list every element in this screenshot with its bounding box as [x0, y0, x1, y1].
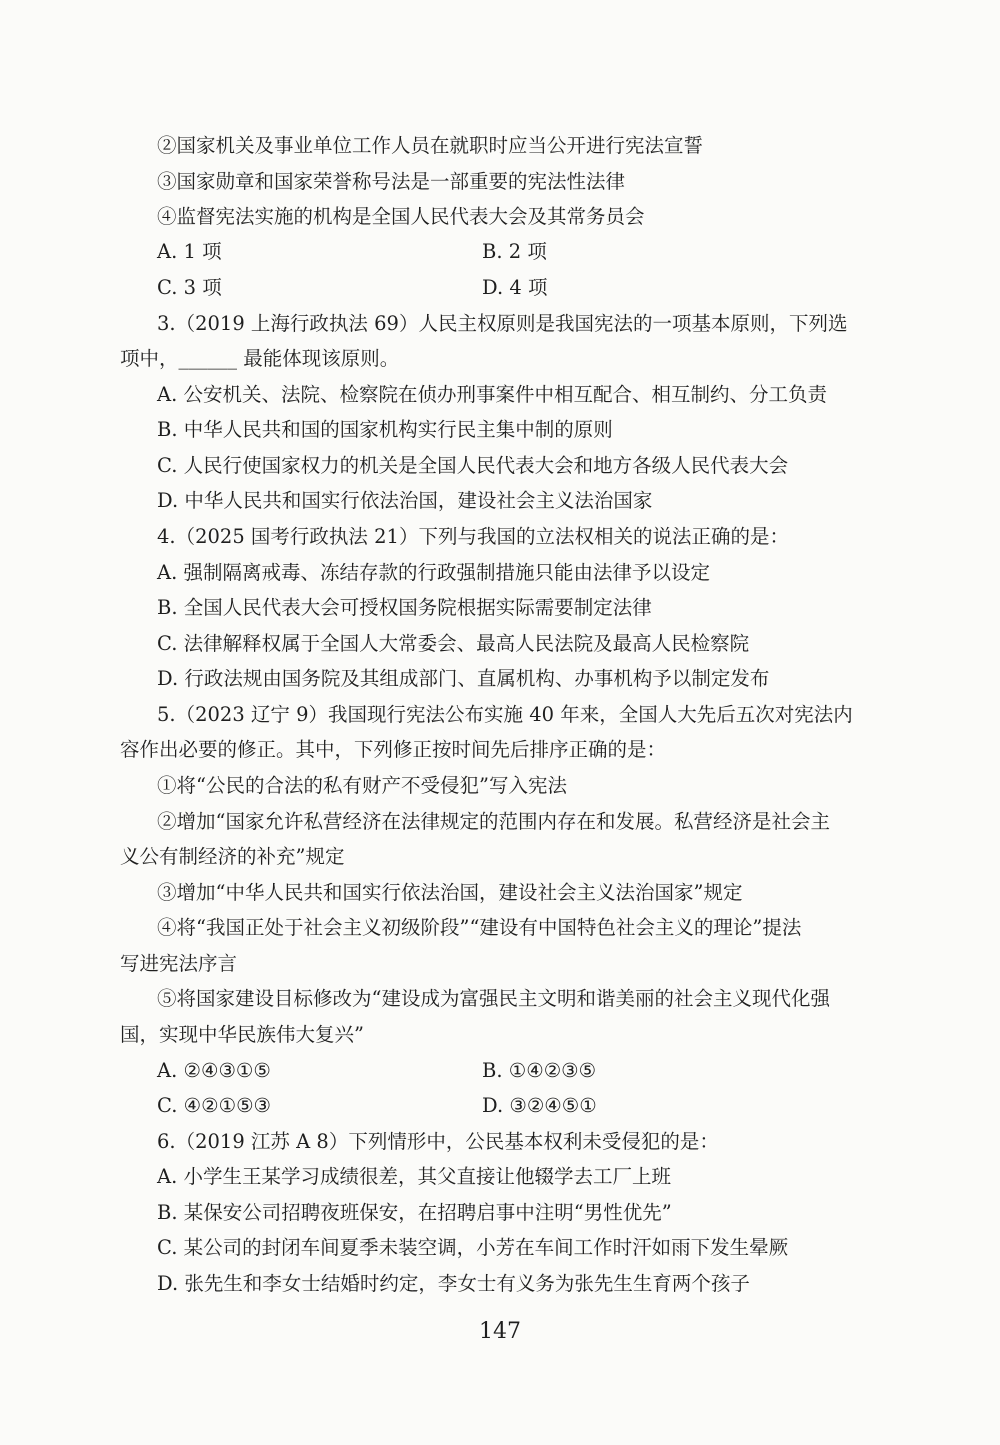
q5-item-2-line1: ②增加“国家允许私营经济在法律规定的范围内存在和发展。私营经济是社会主	[157, 810, 830, 833]
q3-stem-line1: 3.（2019 上海行政执法 69）人民主权原则是我国宪法的一项基本原则，下列选	[157, 312, 848, 335]
q5-item-5-line2: 国，实现中华民族伟大复兴”	[120, 1023, 364, 1046]
q5-option-d: D. ③②④⑤①	[482, 1094, 597, 1117]
q5-item-4-line2: 写进宪法序言	[120, 952, 238, 975]
q2-option-a: A. 1 项	[157, 240, 222, 263]
q5-item-1: ①将“公民的合法的私有财产不受侵犯”写入宪法	[157, 774, 567, 797]
page-number: 147	[479, 1319, 521, 1344]
q3-stem-line2: 项中，______ 最能体现该原则。	[120, 347, 400, 370]
q5-option-a: A. ②④③①⑤	[157, 1059, 271, 1082]
q5-stem-line2: 容作出必要的修正。其中，下列修正按时间先后排序正确的是：	[120, 738, 667, 761]
q4-option-a: A. 强制隔离戒毒、冻结存款的行政强制措施只能由法律予以设定	[157, 561, 710, 584]
q4-option-b: B. 全国人民代表大会可授权国务院根据实际需要制定法律	[157, 596, 652, 619]
q3-option-a: A. 公安机关、法院、检察院在侦办刑事案件中相互配合、相互制约、分工负责	[157, 383, 827, 406]
q4-option-c: C. 法律解释权属于全国人大常委会、最高人民法院及最高人民检察院	[157, 632, 750, 655]
statement-4: ④监督宪法实施的机构是全国人民代表大会及其常务员会	[157, 205, 645, 228]
q4-option-d: D. 行政法规由国务院及其组成部门、直属机构、办事机构予以制定发布	[157, 667, 770, 690]
q6-option-d: D. 张先生和李女士结婚时约定，李女士有义务为张先生生育两个孩子	[157, 1272, 750, 1295]
q2-option-b: B. 2 项	[482, 240, 547, 263]
q2-option-c: C. 3 项	[157, 276, 222, 299]
q5-item-5-line1: ⑤将国家建设目标修改为“建设成为富强民主文明和谐美丽的社会主义现代化强	[157, 987, 830, 1010]
q5-item-4-line1: ④将“我国正处于社会主义初级阶段”“建设有中国特色社会主义的理论”提法	[157, 916, 802, 939]
statement-3: ③国家勋章和国家荣誉称号法是一部重要的宪法性法律	[157, 170, 626, 193]
statement-2: ②国家机关及事业单位工作人员在就职时应当公开进行宪法宣誓	[157, 134, 704, 157]
q6-option-b: B. 某保安公司招聘夜班保安，在招聘启事中注明“男性优先”	[157, 1201, 672, 1224]
q4-stem: 4.（2025 国考行政执法 21）下列与我国的立法权相关的说法正确的是：	[157, 525, 789, 548]
q3-option-c: C. 人民行使国家权力的机关是全国人民代表大会和地方各级人民代表大会	[157, 454, 789, 477]
q3-option-b: B. 中华人民共和国的国家机构实行民主集中制的原则	[157, 418, 613, 441]
q5-item-3: ③增加“中华人民共和国实行依法治国，建设社会主义法治国家”规定	[157, 881, 743, 904]
q5-stem-line1: 5.（2023 辽宁 9）我国现行宪法公布实施 40 年来，全国人大先后五次对宪法内	[157, 703, 853, 726]
q2-option-d: D. 4 项	[482, 276, 548, 299]
q6-stem: 6.（2019 江苏 A 8）下列情形中，公民基本权利未受侵犯的是：	[157, 1130, 719, 1153]
q5-option-b: B. ①④②③⑤	[482, 1059, 597, 1082]
q6-option-a: A. 小学生王某学习成绩很差，其父直接让他辍学去工厂上班	[157, 1165, 671, 1188]
q6-option-c: C. 某公司的封闭车间夏季未装空调，小芳在车间工作时汗如雨下发生晕厥	[157, 1236, 789, 1259]
q5-option-c: C. ④②①⑤③	[157, 1094, 272, 1117]
q3-option-d: D. 中华人民共和国实行依法治国，建设社会主义法治国家	[157, 489, 653, 512]
q5-item-2-line2: 义公有制经济的补充”规定	[120, 845, 345, 868]
